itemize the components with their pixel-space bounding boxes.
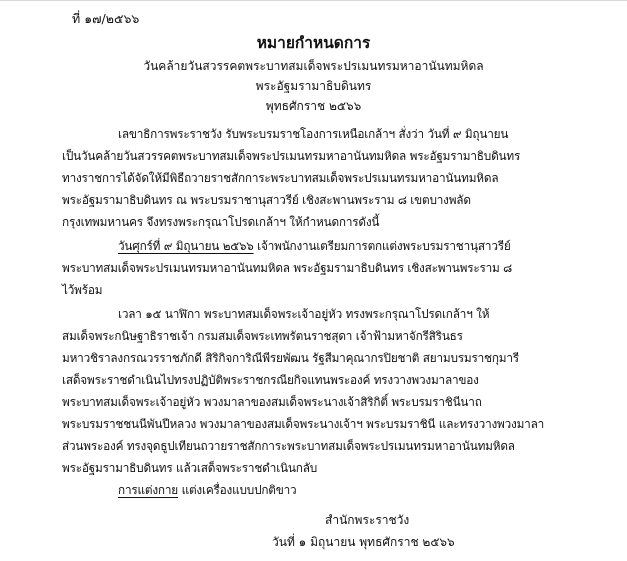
dress-code [118, 480, 296, 501]
subtitle-year: พุทธศักราช ๒๕๖๖ [265, 99, 362, 113]
para3-line-3: มหาวชิราลงกรณวรราชภักดี สิริกิจการิณีพีรยพัฒน รัฐสีมาคุณากรปิยชาติ สยามบรมราชกุมารี [62, 351, 519, 365]
para3-line-7: ส่วนพระองค์ ทรงจุดธูปเทียนถวายราชสักการะพระบาทสมเด็จพระปรเมนทรมหาอานันทมหิดล [62, 439, 515, 453]
para3-line-8: พระอัฐมรามาธิบดินทร แล้วเสด็จพระราชดำเนินกลับ [62, 461, 318, 475]
issue-date: วันที่ ๑ มิถุนายน พุทธศักราช ๒๕๖๖ [272, 535, 455, 549]
subtitle-king-name: พระอัฐมรามาธิบดินทร [255, 79, 372, 93]
dress-code-label: การแต่งกาย [118, 483, 179, 497]
para1-line-1: เลขาธิการพระราชวัง รับพระบรมราชโองการเหนือเกล้าฯ สั่งว่า วันที่ ๙ มิถุนายน [118, 127, 509, 141]
page-top-divider [0, 0, 627, 1]
para3-line-4: เสด็จพระราชดำเนินไปทรงปฏิบัติพระราชกรณียกิจแทนพระองค์ ทรงวางพวงมาลาของ [62, 373, 479, 387]
para1-line-3: ทางราชการได้จัดให้มีพิธีถวายราชสักการะพระบาทสมเด็จพระปรเมนทรมหาอานันทมหิดล [62, 171, 499, 185]
para3-line-5: พระบาทสมเด็จพระเจ้าอยู่หัว พวงมาลาของสมเด็จพระนางเจ้าสิริกิติ์ พระบรมราชินีนาถ [62, 395, 482, 409]
para3-line-2: สมเด็จพระกนิษฐาธิราชเจ้า กรมสมเด็จพระเทพรัตนราชสุดา เจ้าฟ้ามหาจักรีสิรินธร [62, 329, 463, 343]
subtitle-occasion: วันคล้ายวันสวรรคตพระบาทสมเด็จพระปรเมนทรมหาอานันทมหิดล [143, 59, 484, 73]
document-number: ที่ ๑๗/๒๕๖๖ [72, 11, 140, 26]
para2-line-1-text: เจ้าพนักงานเตรียมการตกแต่งพระบรมราชานุสาวรีย์ [253, 239, 511, 253]
dress-code-value: แต่งเครื่องแบบปกติขาว [178, 483, 297, 497]
para1-line-2: เป็นวันคล้ายวันสวรรคตพระบาทสมเด็จพระปรเมนทรมหาอานันทมหิดล พระอัฐมรามาธิบดินทร [62, 149, 521, 163]
para2-line-1 [118, 236, 511, 257]
para3-line-6: พระบรมราชชนนีพันปีหลวง พวงมาลาของสมเด็จพระนางเจ้าฯ พระบรมราชินี และทรงวางพวงมาลา [62, 417, 545, 431]
para3-line-1: เวลา ๑๕ นาฬิกา พระบาทสมเด็จพระเจ้าอยู่หัว ทรงพระกรุณาโปรดเกล้าฯ ให้ [118, 307, 490, 321]
issuing-office: สำนักพระราชวัง [325, 513, 410, 527]
para1-line-5: กรุงเทพมหานคร จึงทรงพระกรุณาโปรดเกล้าฯ ให้กำหนดการดังนี้ [62, 215, 380, 229]
para2-line-3: ไว้พร้อม [62, 283, 103, 297]
para2-line-2: พระบาทสมเด็จพระปรเมนทรมหาอานันทมหิดล พระอัฐมรามาธิบดินทร เชิงสะพานพระราม ๘ [62, 261, 513, 275]
para2-date: วันศุกร์ที่ ๙ มิถุนายน ๒๕๖๖ [118, 239, 254, 253]
para1-line-4: พระอัฐมรามาธิบดินทร ณ พระบรมราชานุสาวรีย์ เชิงสะพานพระราม ๘ เขตบางพลัด [62, 193, 471, 207]
document-title: หมายกำหนดการ [256, 34, 371, 52]
